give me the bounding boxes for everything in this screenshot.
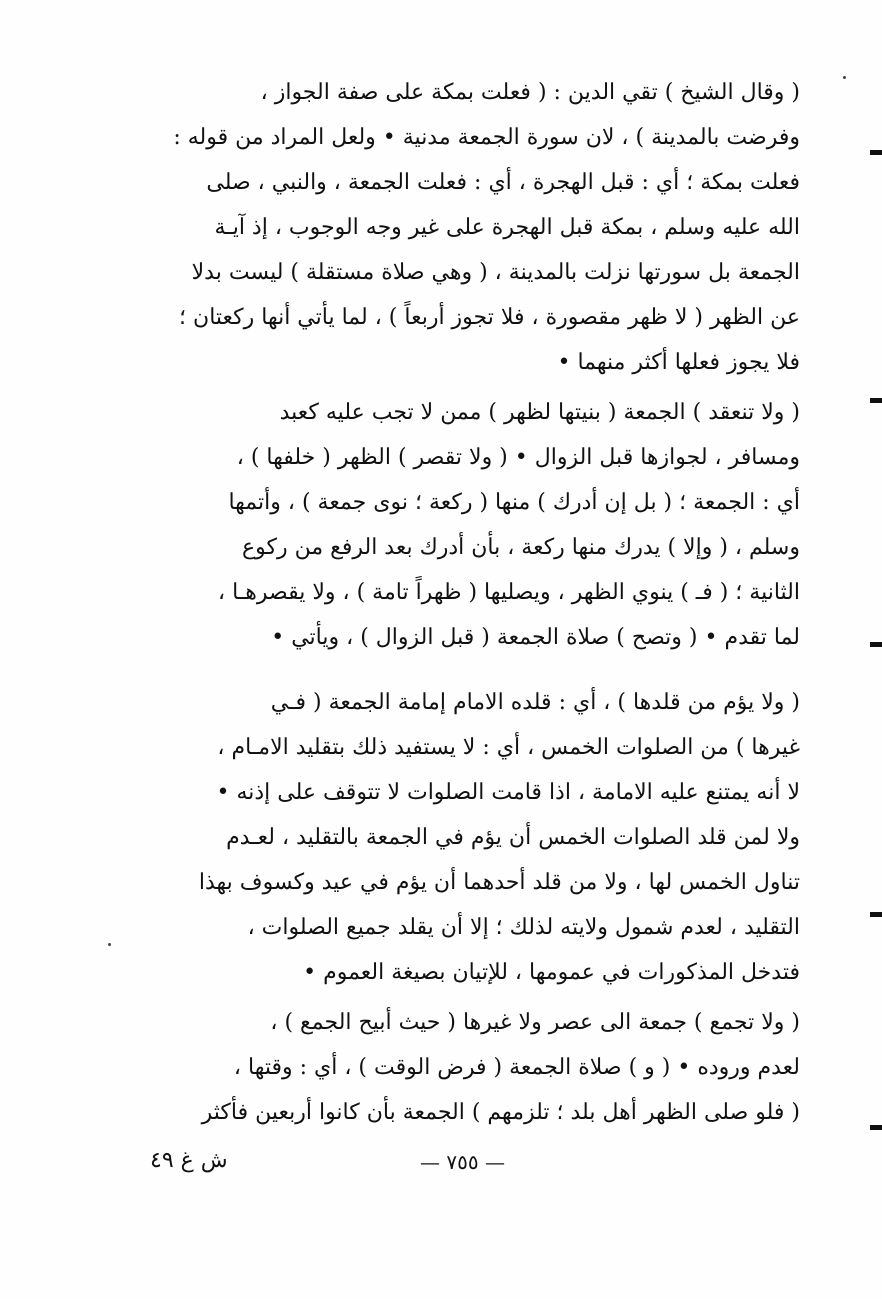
scan-speck	[843, 76, 846, 79]
text-line: ( ولا تنعقد ) الجمعة ( بنيتها لظهر ) ممن لا تجب عليه كعبد	[279, 400, 800, 425]
text-line: لا أنه يمتنع عليه الامامة ، اذا قامت الصلوات لا تتوقف على إذنه •	[216, 780, 800, 805]
text-line: عن الظهر ( لا ظهر مقصورة ، فلا تجوز أربعاً ) ، لما يأتي أنها ركعتان ؛	[179, 305, 800, 330]
text-line: تناول الخمس لها ، ولا من قلد أحدهما أن يؤم في عيد وكسوف بهذا	[198, 870, 800, 895]
text-line: الثانية ؛ ( فـ ) ينوي الظهر ، ويصليها ( ظهراً تامة ) ، ولا يقصرهـا ،	[218, 580, 800, 605]
text-line: ولا لمن قلد الصلوات الخمس أن يؤم في الجمعة بالتقليد ، لعـدم	[226, 825, 800, 850]
text-line: الجمعة بل سورتها نزلت بالمدينة ، ( وهي صلاة مستقلة ) ليست بدلا	[191, 260, 800, 285]
text-line: فعلت بمكة ؛ أي : قبل الهجرة ، أي : فعلت الجمعة ، والنبي ، صلى	[206, 170, 800, 195]
text-line: غيرها ) من الصلوات الخمس ، أي : لا يستفيد ذلك بتقليد الامـام ،	[217, 735, 800, 760]
text-line: ( وقال الشيخ ) تقي الدين : ( فعلت بمكة على صفة الجواز ،	[260, 80, 800, 105]
margin-mark	[870, 642, 882, 647]
text-line: ومسافر ، لجوازها قبل الزوال • ( ولا تقصر ) الظهر ( خلفها ) ،	[236, 445, 800, 470]
text-line: ( ولا تجمع ) جمعة الى عصر ولا غيرها ( حيث أبيح الجمع ) ،	[270, 1010, 800, 1035]
text-line: الله عليه وسلم ، بمكة قبل الهجرة على غير وجه الوجوب ، إذ آيـة	[214, 215, 800, 240]
text-line: وسلم ، ( وإلا ) يدرك منها ركعة ، بأن أدرك بعد الرفع من ركوع	[242, 535, 800, 560]
text-line: فتدخل المذكورات في عمومها ، للإتيان بصيغة العموم •	[303, 960, 800, 985]
text-line: لعدم وروده • ( و ) صلاة الجمعة ( فرض الوقت ) ، أي : وقتها ،	[233, 1055, 800, 1080]
paragraph-4	[160, 1000, 800, 1135]
paragraph-1	[160, 70, 800, 385]
text-line: وفرضت بالمدينة ) ، لان سورة الجمعة مدنية • ولعل المراد من قوله :	[173, 125, 800, 150]
text-line: التقليد ، لعدم شمول ولايته لذلك ؛ إلا أن يقلد جميع الصلوات ،	[247, 915, 800, 940]
text-line: لما تقدم • ( وتصح ) صلاة الجمعة ( قبل الزوال ) ، ويأتي •	[271, 625, 800, 650]
paragraph-2	[160, 390, 800, 660]
text-line: ( ولا يؤم من قلدها ) ، أي : قلده الامام إمامة الجمعة ( فـي	[270, 690, 800, 715]
paragraph-3	[160, 680, 800, 995]
margin-mark	[870, 912, 882, 917]
margin-mark	[870, 1125, 882, 1130]
text-line: فلا يجوز فعلها أكثر منهما •	[557, 350, 800, 375]
printer-signature: ش غ ٤٩	[150, 1148, 228, 1173]
margin-mark	[870, 150, 882, 155]
text-line: ( فلو صلى الظهر أهل بلد ؛ تلزمهم ) الجمعة بأن كانوا أربعين فأكثر	[201, 1100, 800, 1125]
margin-mark	[870, 398, 882, 403]
text-line: أي : الجمعة ؛ ( بل إن أدرك ) منها ( ركعة ؛ نوى جمعة ) ، وأتمها	[228, 490, 800, 515]
page-number: — ٧٥٥ —	[420, 1150, 505, 1174]
scan-speck	[108, 943, 111, 946]
